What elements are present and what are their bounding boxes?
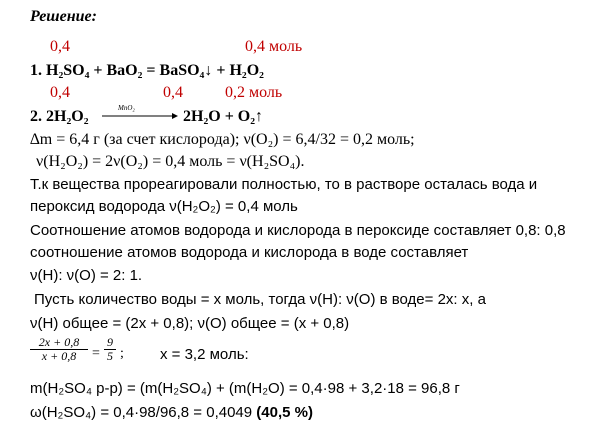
paragraph-1-line-1: Т.к вещества прореагировали полностью, то в растворе осталась вода и [30,176,538,193]
mass-fraction-line [30,404,313,422]
equation-2-left: 2. 2H₂O₂ [30,108,89,125]
paragraph-3-line-2: ν(H) общее = (2x + 0,8); ν(O) общее = (x + 0,8) [30,315,350,332]
mass-fraction-expression: ω(H₂SO₄) = 0,4·98/96,8 = 0,4049 [30,404,253,421]
paragraph-2-line-2: соотношение атомов водорода и кислорода в воде составляет [30,244,469,261]
moles-line: ν(H₂O₂) = 2ν(O₂) = 0,4 моль = ν(H₂SO₄). [36,153,305,170]
red-coef-o2: 0,2 моль [225,84,283,101]
delta-mass-line: ∆m = 6,4 г (за счет кислорода); ν(O₂) = 6,4/32 = 0,2 моль; [30,131,415,148]
catalyst-label: MnO₂ [118,104,135,112]
solution-title: Решение: [30,8,97,25]
paragraph-3-line-1: Пусть количество воды = x моль, тогда ν(H): ν(O) в воде= 2x: x, а [34,291,486,308]
equation-2-right: 2H₂O + O₂↑ [183,108,264,125]
paragraph-2-line-1: Соотношение атомов водорода и кислорода в пероксиде составляет 0,8: 0,8 [30,222,566,239]
fraction-numerator: 2x + 0,8 [38,335,80,349]
paragraph-1-line-2: пероксид водорода ν(H₂O₂) = 0,4 моль [30,198,298,215]
fraction-denominator: x + 0,8 [30,349,88,363]
arrow-right-icon [100,104,178,124]
red-coef-h2so4: 0,4 [50,38,70,55]
fraction-5: 5 [104,349,116,363]
solution-mass-line: m(H₂SO₄ р-р) = (m(H₂SO₄) + (m(H₂O) = 0,4·98 + 3,2·18 = 96,8 г [30,380,460,397]
reaction-arrow [100,104,178,124]
red-coef-h2o2: 0,4 [50,84,70,101]
fraction-9: 9 [107,335,113,349]
fraction-semicolon: ; [120,346,124,361]
fraction-nine-fifths [104,336,116,363]
red-coef-baso4: 0,4 моль [245,38,303,55]
equation-1: 1. H₂SO₄ + BaO₂ = BaSO₄↓ + H₂O₂ [30,62,264,79]
x-result: x = 3,2 моль: [160,346,249,363]
fraction-h-over-o [30,336,88,363]
fraction-equals: = [92,346,100,361]
red-coef-h2o: 0,4 [163,84,183,101]
mass-fraction-result: (40,5 %) [256,404,313,421]
paragraph-2-line-3: ν(H): ν(O) = 2: 1. [30,267,143,284]
